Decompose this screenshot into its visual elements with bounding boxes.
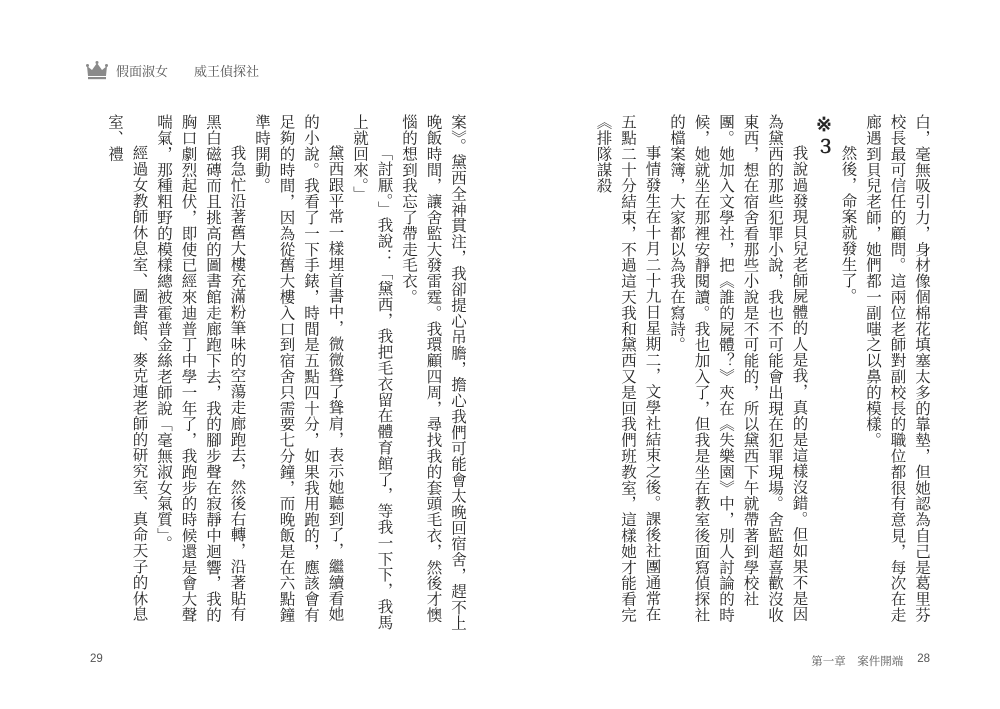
paragraph: 我說過發現貝兒老師屍體的人是我，真的是這樣沒錯。但如果不是因為黛西的那些犯罪小說，我也不可能會出現在犯罪現場。舍監超喜歡沒收東西，想在宿舍看那些小說是不可能的，所以黛西下午就帶著到學校社團。她加入文學社，把《誰的屍體？》夾在《失樂園》中，別人討論的時候，她就坐在那裡安靜閱讀。我也加入了，但我是坐在教室後面寫偵探社的檔案簿，大家都以為我在寫詩。 [668,114,809,623]
section-heading: ※３ [813,114,835,156]
crown-icon [86,60,108,80]
right-page-body [530,114,934,634]
paragraph: 白，毫無吸引力，身材像個棉花填塞太多的靠墊，但她認為自己是葛里芬校長最可信任的顧問。這兩位老師對副校長的職位都很有意見，每次在走廊遇到貝兒老師，她們都一副嗤之以鼻的模樣。 [864,114,931,623]
paragraph: 案》。黛西全神貫注，我卻提心吊膽，擔心我們可能會太晚回宿舍，趕不上晚飯時間，讓舍監大發雷霆。我環顧四周，尋找我的套頭毛衣，然後才懊惱的想到我忘了帶走毛衣。 [400,114,467,631]
paragraph: 「討厭。」我說：「黛西，我把毛衣留在體育館了，等我一下下，我馬上就回來。」 [351,114,394,631]
paragraph: 我急忙沿著舊大樓充滿粉筆味的空蕩走廊跑去，然後右轉，沿著貼有黑白磁磚而且挑高的圖書館走廊跑下去，我的腳步聲在寂靜中迴響，我的胸口劇烈起伏，即使已經來迪普丁中學一年了，我跑步的時候還是會大聲喘氣，那種粗野的模樣總被霍普金絲老師說「毫無淑女氣質」。 [155,114,247,623]
paragraph: 經過女教師休息室、圖書館、麥克連老師的研究室、真命天子的休息室、禮 [106,114,149,622]
left-page-body [70,114,470,634]
paragraph: 黛西跟平常一樣埋首書中，微微聳了聳肩，表示她聽到了，繼續看她的小說。我看了一下手錶，時間是五點四十分，如果我用跑的，應該會有足夠的時間，因為從舊大樓入口到宿舍只需要七分鐘，而晚飯是在六點鐘準時開動。 [253,114,345,623]
running-header [86,60,259,80]
series-title: 威王偵探社 [194,64,260,80]
page-number: 28 [917,653,930,665]
paragraph: 然後，命案就發生了。 [839,145,858,304]
right-page [500,0,1000,709]
chapter-label: 第一章 案件開端 [811,654,904,668]
running-footer [811,653,930,669]
page-number: 29 [90,653,103,665]
paragraph: 事情發生在十月二十九日星期二，文學社結束之後。課後社團通常在五點二十分結束，不過這天我和黛西又是回我們班教室，這樣她才能看完《排隊謀殺 [594,114,662,623]
book-title: 假面淑女 [116,64,169,80]
